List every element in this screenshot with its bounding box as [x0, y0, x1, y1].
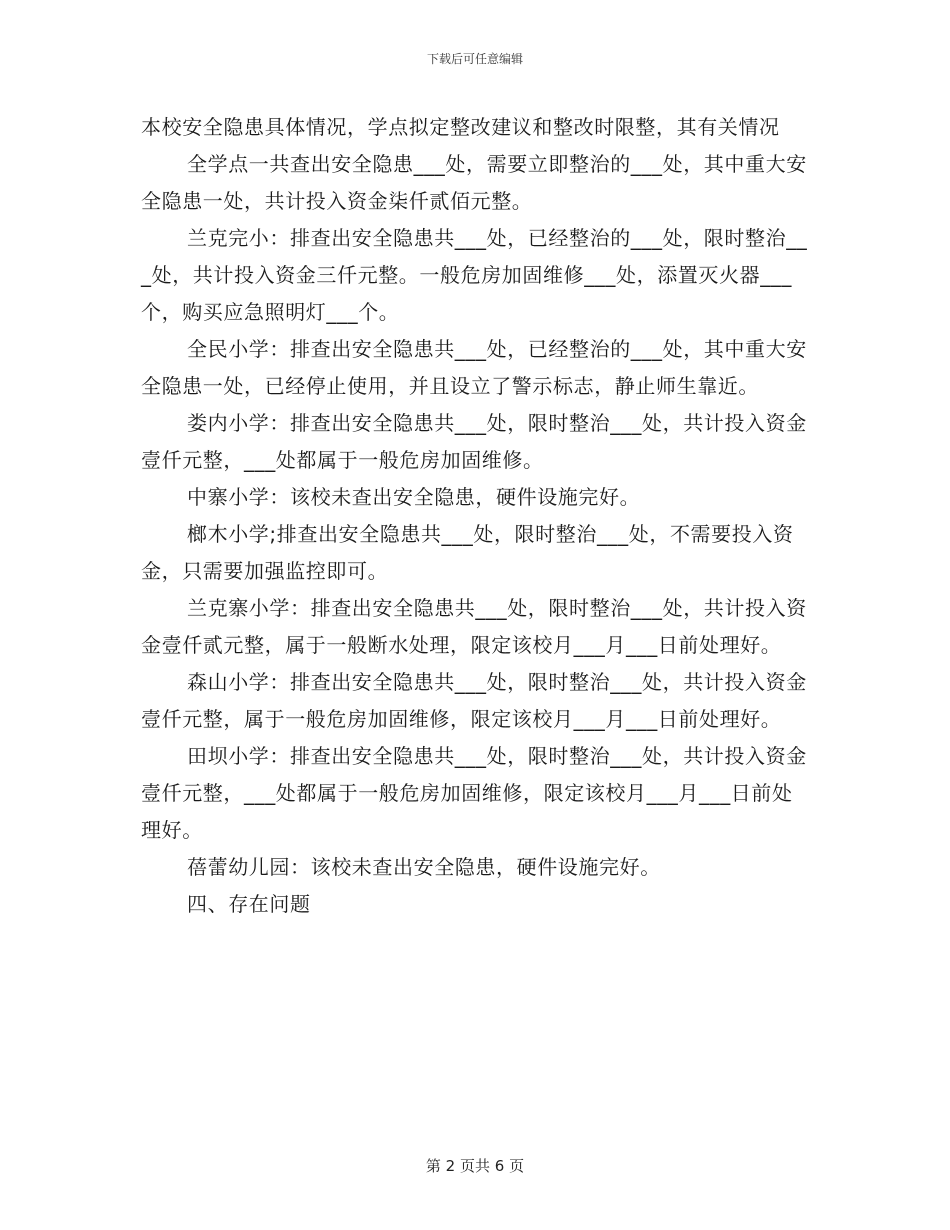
paragraph-tianba: 田坝小学：排查出安全隐患共___处，限时整治___处，共计投入资金壹仟元整，___处都属于一般危房加固维修，限定该校月___月___日前处理好。: [141, 744, 807, 842]
page-header-note: 下载后可任意编辑: [426, 52, 523, 66]
paragraph-lankezhai: 兰克寨小学：排查出安全隐患共___处，限时整治___处，共计投入资金壹仟贰元整，属于一般断水处理，限定该校月___月___日前处理好。: [141, 596, 807, 657]
paragraph-langmu: 榔木小学;排查出安全隐患共___处，限时整治___处，不需要投入资金，只需要加强监控即可。: [141, 522, 794, 583]
paragraph-lanke-wanxiao: 兰克完小：排查出安全隐患共___处，已经整治的___处，限时整治___处，共计投入资金三仟元整。一般危房加固维修___处，添置灭火器___个，购买应急照明灯___个。: [141, 226, 808, 324]
document-body: [141, 109, 811, 923]
paragraph-senshan: 森山小学：排查出安全隐患共___处，限时整治___处，共计投入资金壹仟元整，属于一般危房加固维修，限定该校月___月___日前处理好。: [141, 670, 807, 731]
paragraph-quanmin: 全民小学：排查出安全隐患共___处，已经整治的___处，其中重大安全隐患一处，已经停止使用，并且设立了警示标志，静止师生靠近。: [141, 337, 807, 398]
paragraph-intro: 本校安全隐患具体情况，学点拟定整改建议和整改时限整，其有关情况: [141, 115, 780, 139]
section-heading-problems: 四、存在问题: [187, 892, 311, 916]
paragraph-lounei: 娄内小学：排查出安全隐患共___处，限时整治___处，共计投入资金壹仟元整，___处都属于一般危房加固维修。: [141, 411, 807, 472]
page-number: 第 2 页共 6 页: [425, 1157, 525, 1175]
paragraph-zhongzhai: 中寨小学：该校未查出安全隐患，硬件设施完好。: [187, 485, 641, 509]
paragraph-beilei: 蓓蕾幼儿园：该校未查出安全隐患，硬件设施完好。: [187, 855, 661, 879]
paragraph-summary: 全学点一共查出安全隐患___处，需要立即整治的___处，其中重大安全隐患一处，共计投入资金柒仟贰佰元整。: [141, 152, 807, 213]
